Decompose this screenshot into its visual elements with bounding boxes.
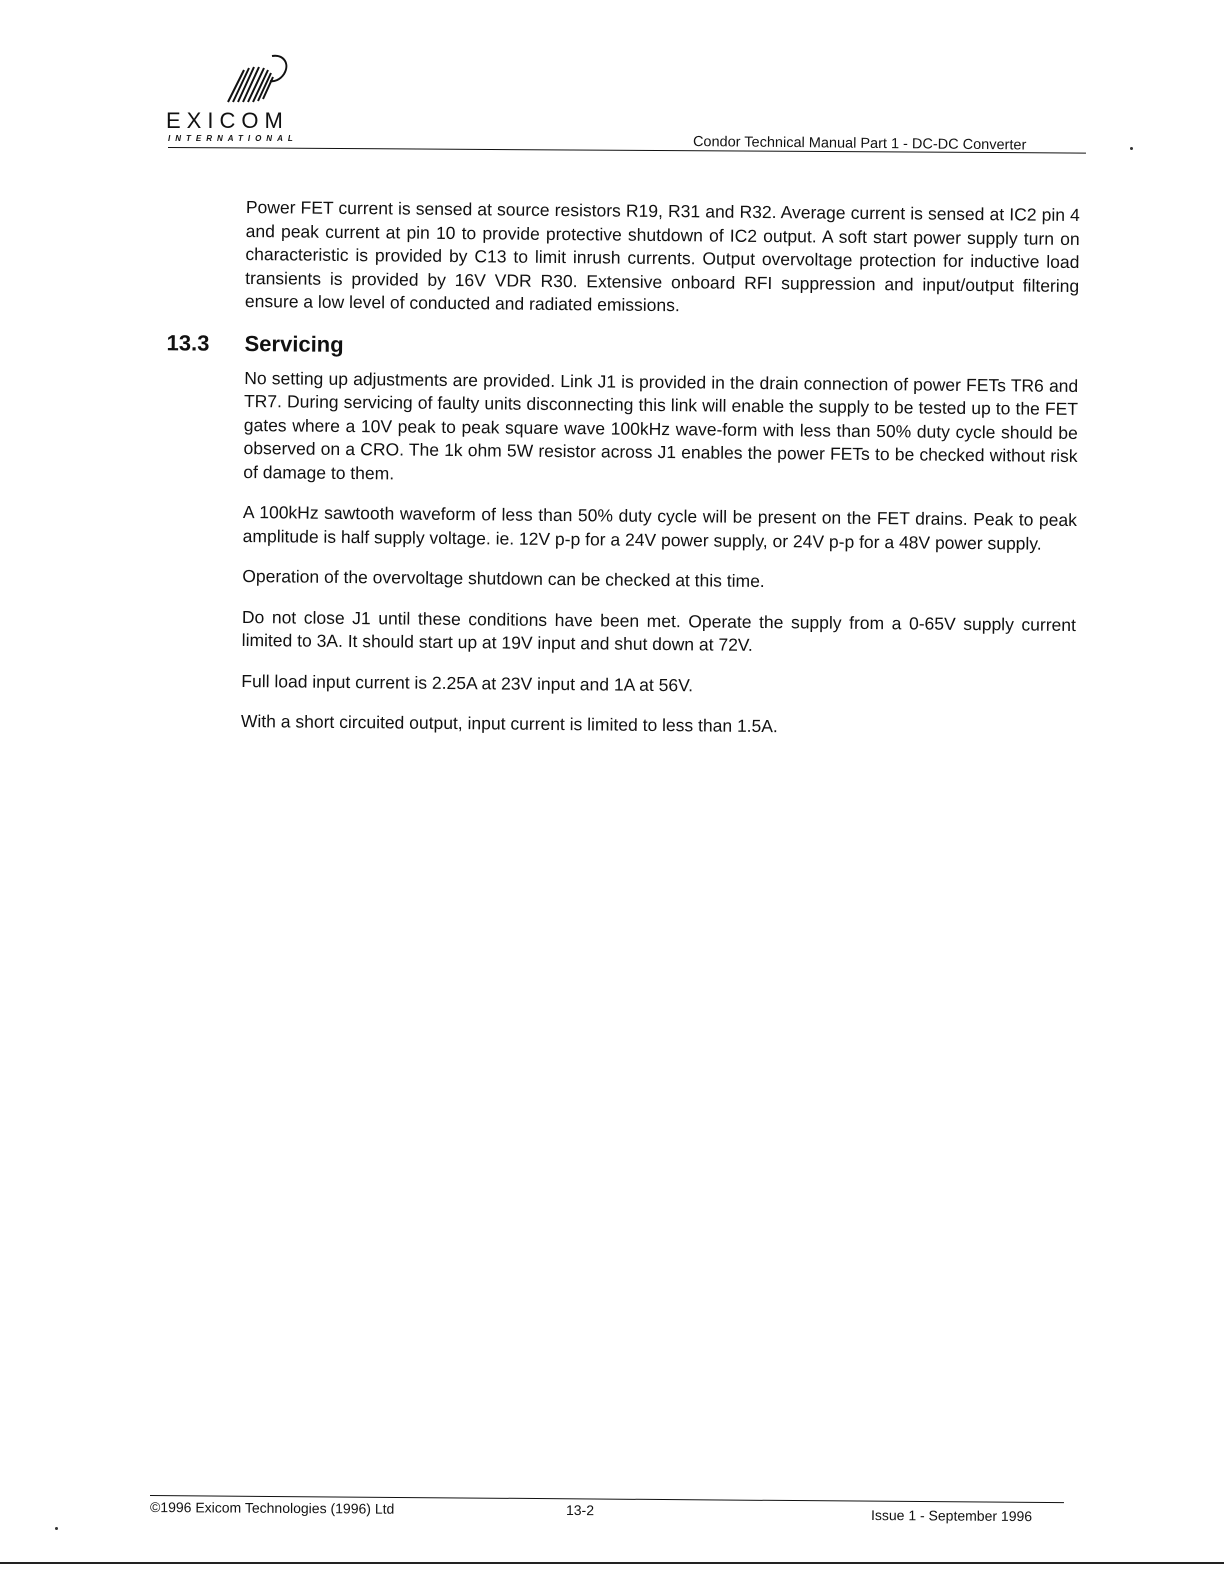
logo-wordmark: EXICOM (166, 108, 289, 133)
paragraph: Operation of the overvoltage shutdown can be checked at this time. (242, 565, 765, 591)
section-number: 13.3 (166, 329, 210, 356)
paragraph: No setting up adjustments are provided. Link J1 is provided in the drain connection of power FETs TR6 and TR7. During servicing of faulty units disconnecting this link will enable the supply to be tested up to the FET gates where a 10V peak to peak square wave 100kHz wave-form with less than 50% duty cycle should be observed on a CRO. The 1k ohm 5W resistor across J1 enables the power FETs to be checked without risk of damage to them. (243, 367, 1079, 483)
exicom-logo-mark-icon (214, 48, 294, 108)
scan-bottom-edge (0, 1562, 1224, 1564)
header-title: Condor Technical Manual Part 1 - DC-DC Converter (692, 134, 1027, 154)
section-title: Servicing (244, 330, 344, 357)
footer-page-number: 13-2 (565, 1502, 595, 1519)
footer-issue: Issue 1 - September 1996 (870, 1507, 1033, 1525)
footer-copyright: ©1996 Exicom Technologies (1996) Ltd (149, 1499, 395, 1517)
paragraph: Full load input current is 2.25A at 23V input and 1A at 56V. (241, 670, 694, 695)
paragraph: A 100kHz sawtooth waveform of less than 50% duty cycle will be present on the FET drains. Peak to peak amplitude is half supply voltage. ie. 12V p-p for a 24V power supply, or 24V p-p for a 48V power supply. (242, 501, 1078, 554)
body-content (166, 196, 1080, 758)
paragraph: Do not close J1 until these conditions have been met. Operate the supply from a 0-65V supply current limited to 3A. It should start up at 19V input and shut down at 72V. (241, 606, 1077, 655)
exicom-logo (166, 48, 306, 148)
scan-speck (1130, 147, 1133, 150)
intro-paragraph: Power FET current is sensed at source resistors R19, R31 and R32. Average current is sensed at IC2 pin 4 and peak current at pin 10 to provide protective shutdown of IC2 output. A soft start power supply turn on characteristic is provided by C13 to limit inrush currents. Output overvoltage protection for inductive load transients is provided by 16V VDR R30. Extensive onboard RFI suppression and input/output filtering ensure a low level of conducted and radiated emissions. (244, 196, 1080, 316)
section-heading (166, 329, 1078, 364)
paragraph: With a short circuited output, input current is limited to less than 1.5A. (240, 710, 778, 737)
logo-subtitle: INTERNATIONAL (168, 134, 298, 143)
scan-speck (55, 1527, 58, 1530)
